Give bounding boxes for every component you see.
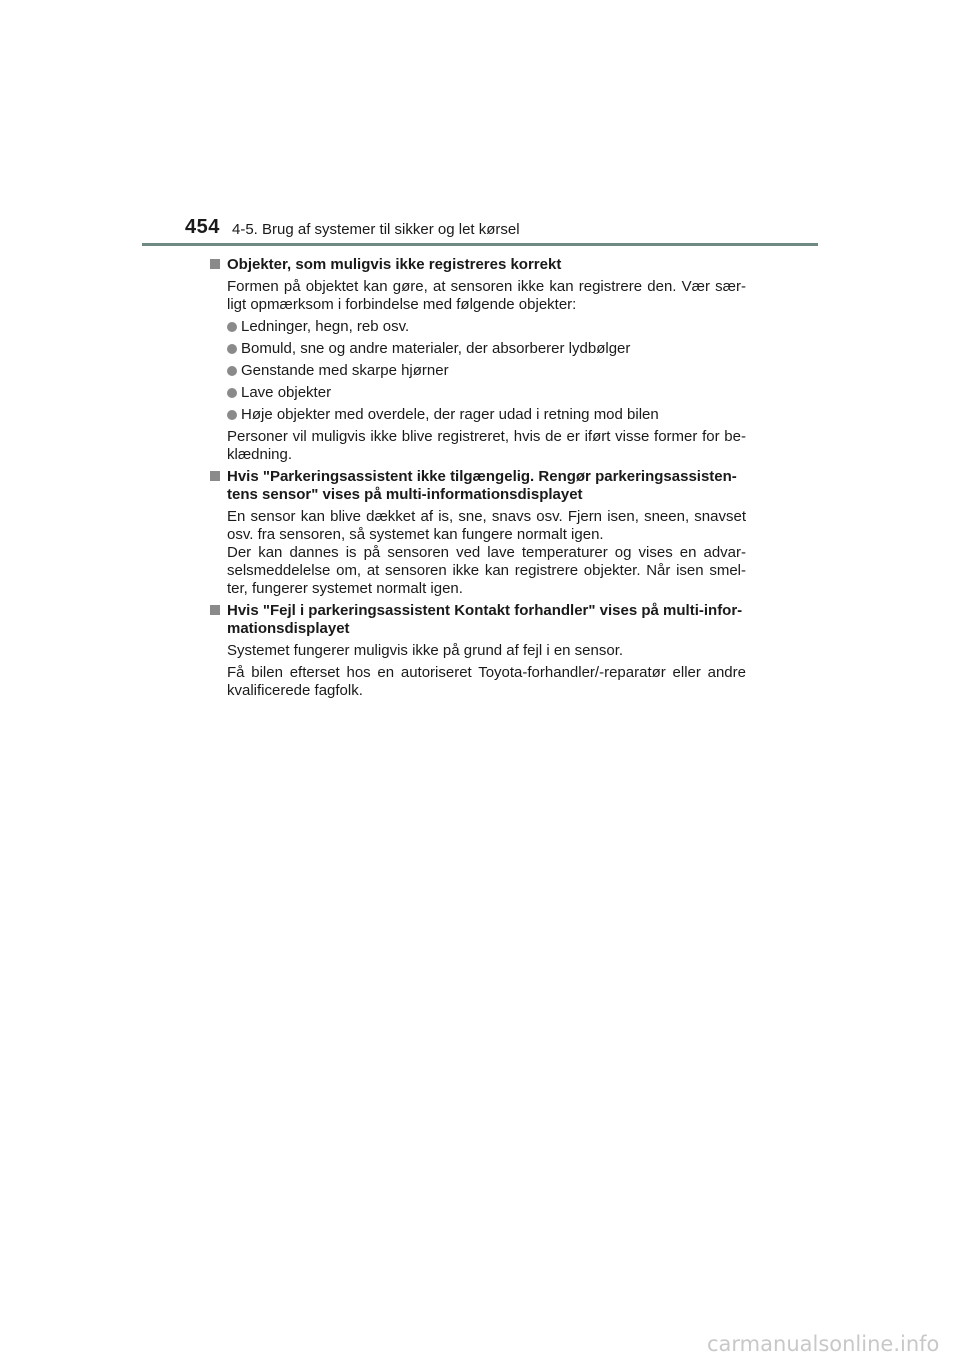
section-sensor-not-available <box>210 468 746 598</box>
chapter-title: 4-5. Brug af systemer til sikker og let kørsel <box>232 221 520 238</box>
paragraph: En sensor kan blive dækket af is, sne, snavs osv. Fjern isen, sneen, snavset osv. fra sensoren, så systemet kan fungere normalt igen. <box>227 508 746 543</box>
section-undetected-objects <box>210 256 746 464</box>
paragraph: Personer vil muligvis ikke blive registreret, hvis de er iført visse former for be-klædning. <box>227 428 746 463</box>
circle-bullet-icon <box>227 344 237 354</box>
section-heading: Hvis "Parkeringsassistent ikke tilgængelig. Rengør parkeringsassisten-tens sensor" vises på multi-informationsdisplayet <box>227 468 737 503</box>
paragraph: Formen på objektet kan gøre, at sensoren ikke kan registrere den. Vær sær-ligt opmærksom i forbindelse med følgende objekter: <box>227 278 746 313</box>
watermark-text: carmanualsonline.info <box>707 1332 940 1356</box>
list-item <box>227 318 746 336</box>
page-content <box>210 256 746 704</box>
square-bullet-icon <box>210 471 220 481</box>
circle-bullet-icon <box>227 388 237 398</box>
page-header <box>0 0 960 250</box>
circle-bullet-icon <box>227 322 237 332</box>
paragraph: Få bilen efterset hos en autoriseret Toyota-forhandler/-reparatør eller andre kvalificerede fagfolk. <box>227 664 746 699</box>
list-item-text: Genstande med skarpe hjørner <box>241 362 449 379</box>
list-item <box>227 384 746 402</box>
circle-bullet-icon <box>227 410 237 420</box>
header-rule <box>142 243 818 246</box>
paragraph: Systemet fungerer muligvis ikke på grund af fejl i en sensor. <box>227 642 624 659</box>
paragraph: Der kan dannes is på sensoren ved lave temperaturer og vises en advar-selsmeddelelse om, at sensoren ikke kan registrere objekter. Når isen smel-ter, fungerer systemet normalt igen. <box>227 544 746 597</box>
section-sensor-fault <box>210 602 746 700</box>
section-heading: Hvis "Fejl i parkeringsassistent Kontakt forhandler" vises på multi-infor-mationsdisplayet <box>227 602 743 637</box>
page-number: 454 <box>185 216 220 238</box>
list-item-text: Høje objekter med overdele, der rager udad i retning mod bilen <box>241 406 659 423</box>
section-heading: Objekter, som muligvis ikke registreres korrekt <box>227 256 562 273</box>
list-item <box>227 362 746 380</box>
list-item-text: Lave objekter <box>241 384 332 401</box>
square-bullet-icon <box>210 605 220 615</box>
list-item-text: Bomuld, sne og andre materialer, der absorberer lydbølger <box>241 340 631 357</box>
list-item-text: Ledninger, hegn, reb osv. <box>241 318 410 335</box>
circle-bullet-icon <box>227 366 237 376</box>
square-bullet-icon <box>210 259 220 269</box>
list-item <box>227 406 746 424</box>
list-item <box>227 340 746 358</box>
